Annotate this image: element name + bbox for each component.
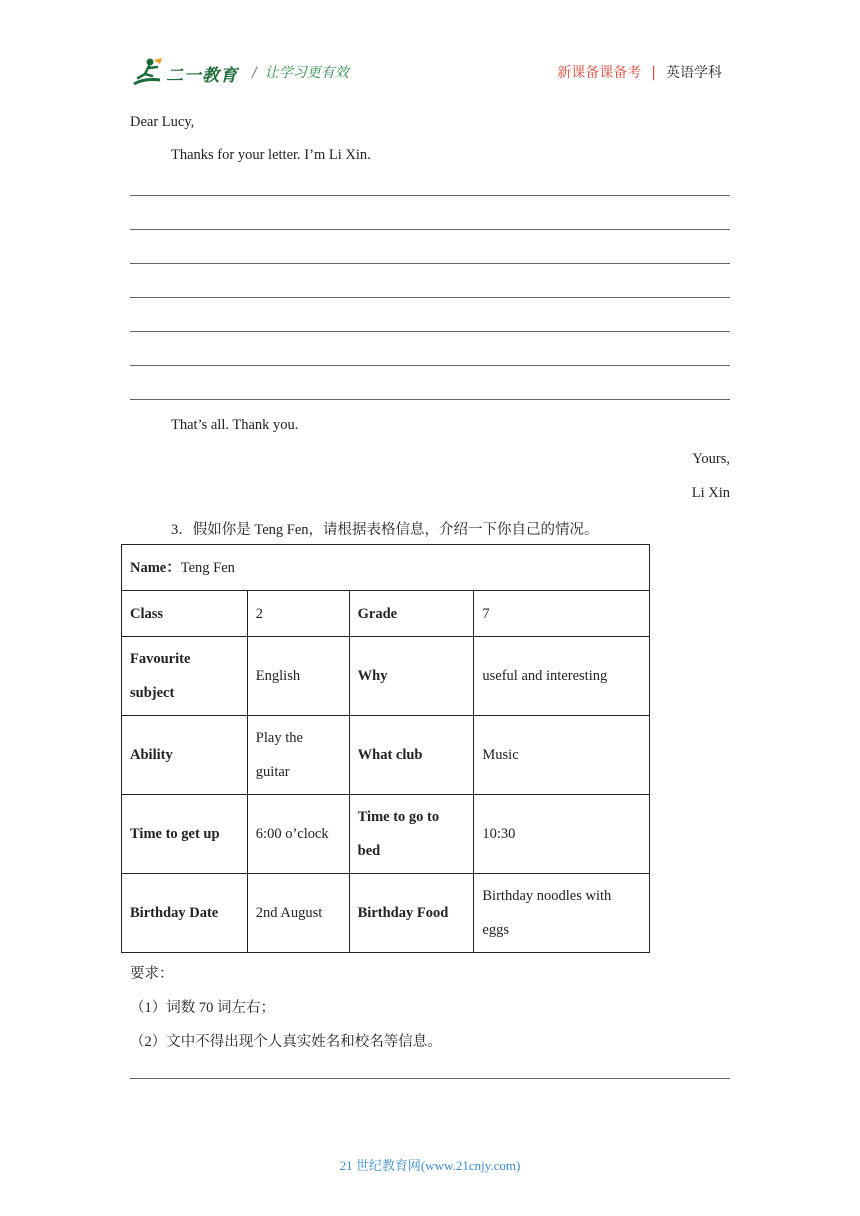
letter-signature: Li Xin: [691, 485, 730, 501]
value-food-line2: eggs: [482, 922, 509, 938]
table-row: [122, 874, 650, 953]
label-favourite-line1: Favourite: [130, 651, 191, 667]
label-what-club: What club: [349, 716, 474, 795]
value-grade: 7: [474, 591, 650, 637]
name-cell: [122, 545, 650, 591]
answer-line[interactable]: [130, 195, 730, 196]
answer-line[interactable]: [130, 399, 730, 400]
answer-line[interactable]: [130, 297, 730, 298]
label-birthday-date: Birthday Date: [122, 874, 248, 953]
logo-text: 二一教育: [166, 66, 238, 86]
table-row: [122, 637, 650, 716]
slogan-text: 让学习更有效: [264, 65, 349, 81]
value-ability: [247, 716, 349, 795]
requirements-title: 要求：: [130, 966, 174, 982]
answer-line[interactable]: [130, 331, 730, 332]
page-header: [130, 56, 730, 90]
label-bed-line2: bed: [357, 843, 381, 859]
table-row: [122, 591, 650, 637]
value-food-line1: Birthday noodles with: [482, 888, 612, 904]
runner-logo-icon: [130, 56, 170, 90]
name-label: Name：: [130, 559, 181, 576]
tag-separator: |: [651, 65, 656, 81]
tag-subject: 英语学科: [666, 65, 722, 81]
subject-tag: [557, 62, 722, 82]
label-bed-line1: Time to go to: [357, 809, 440, 825]
value-ability-line1: Play the: [255, 730, 303, 746]
info-table: [121, 544, 650, 953]
task3-prompt: 3．假如你是 Teng Fen，请根据表格信息，介绍一下你自己的情况。: [171, 522, 599, 538]
requirement-2: （2）文中不得出现个人真实姓名和校名等信息。: [130, 1034, 442, 1050]
table-row: [122, 795, 650, 874]
label-favourite-subject: [122, 637, 248, 716]
requirement-1: （1）词数 70 词左右；: [130, 1000, 275, 1016]
answer-line[interactable]: [130, 365, 730, 366]
logo: [130, 56, 240, 90]
value-favourite-subject: English: [247, 637, 349, 716]
page-footer: 21 世纪教育网(www.21cnjy.com): [339, 1158, 521, 1173]
answer-line[interactable]: [130, 263, 730, 264]
name-value: Teng Fen: [180, 559, 235, 576]
value-birthday-date: 2nd August: [247, 874, 349, 953]
tag-course-prep: 新课备课备考: [557, 65, 642, 81]
letter-closing: That’s all. Thank you.: [171, 417, 299, 433]
value-time-go-to-bed: 10:30: [474, 795, 650, 874]
value-class: 2: [247, 591, 349, 637]
letter-greeting: Dear Lucy,: [130, 114, 195, 130]
label-ability: Ability: [122, 716, 248, 795]
label-time-get-up: Time to get up: [122, 795, 248, 874]
table-row: [122, 545, 650, 591]
label-favourite-line2: subject: [130, 685, 175, 701]
slogan-divider: /: [252, 65, 257, 81]
slogan: [252, 62, 349, 82]
label-grade: Grade: [349, 591, 474, 637]
value-birthday-food: [474, 874, 650, 953]
value-why: useful and interesting: [474, 637, 650, 716]
answer-line[interactable]: [130, 229, 730, 230]
label-class: Class: [122, 591, 248, 637]
label-why: Why: [349, 637, 474, 716]
label-time-go-to-bed: [349, 795, 474, 874]
letter-sign-off: Yours,: [692, 451, 730, 467]
value-time-get-up: 6:00 o’clock: [247, 795, 349, 874]
value-what-club: Music: [474, 716, 650, 795]
table-row: [122, 716, 650, 795]
letter-opening: Thanks for your letter. I’m Li Xin.: [171, 147, 371, 163]
label-birthday-food: Birthday Food: [349, 874, 474, 953]
answer-line[interactable]: [130, 1078, 730, 1079]
value-ability-line2: guitar: [255, 764, 290, 780]
